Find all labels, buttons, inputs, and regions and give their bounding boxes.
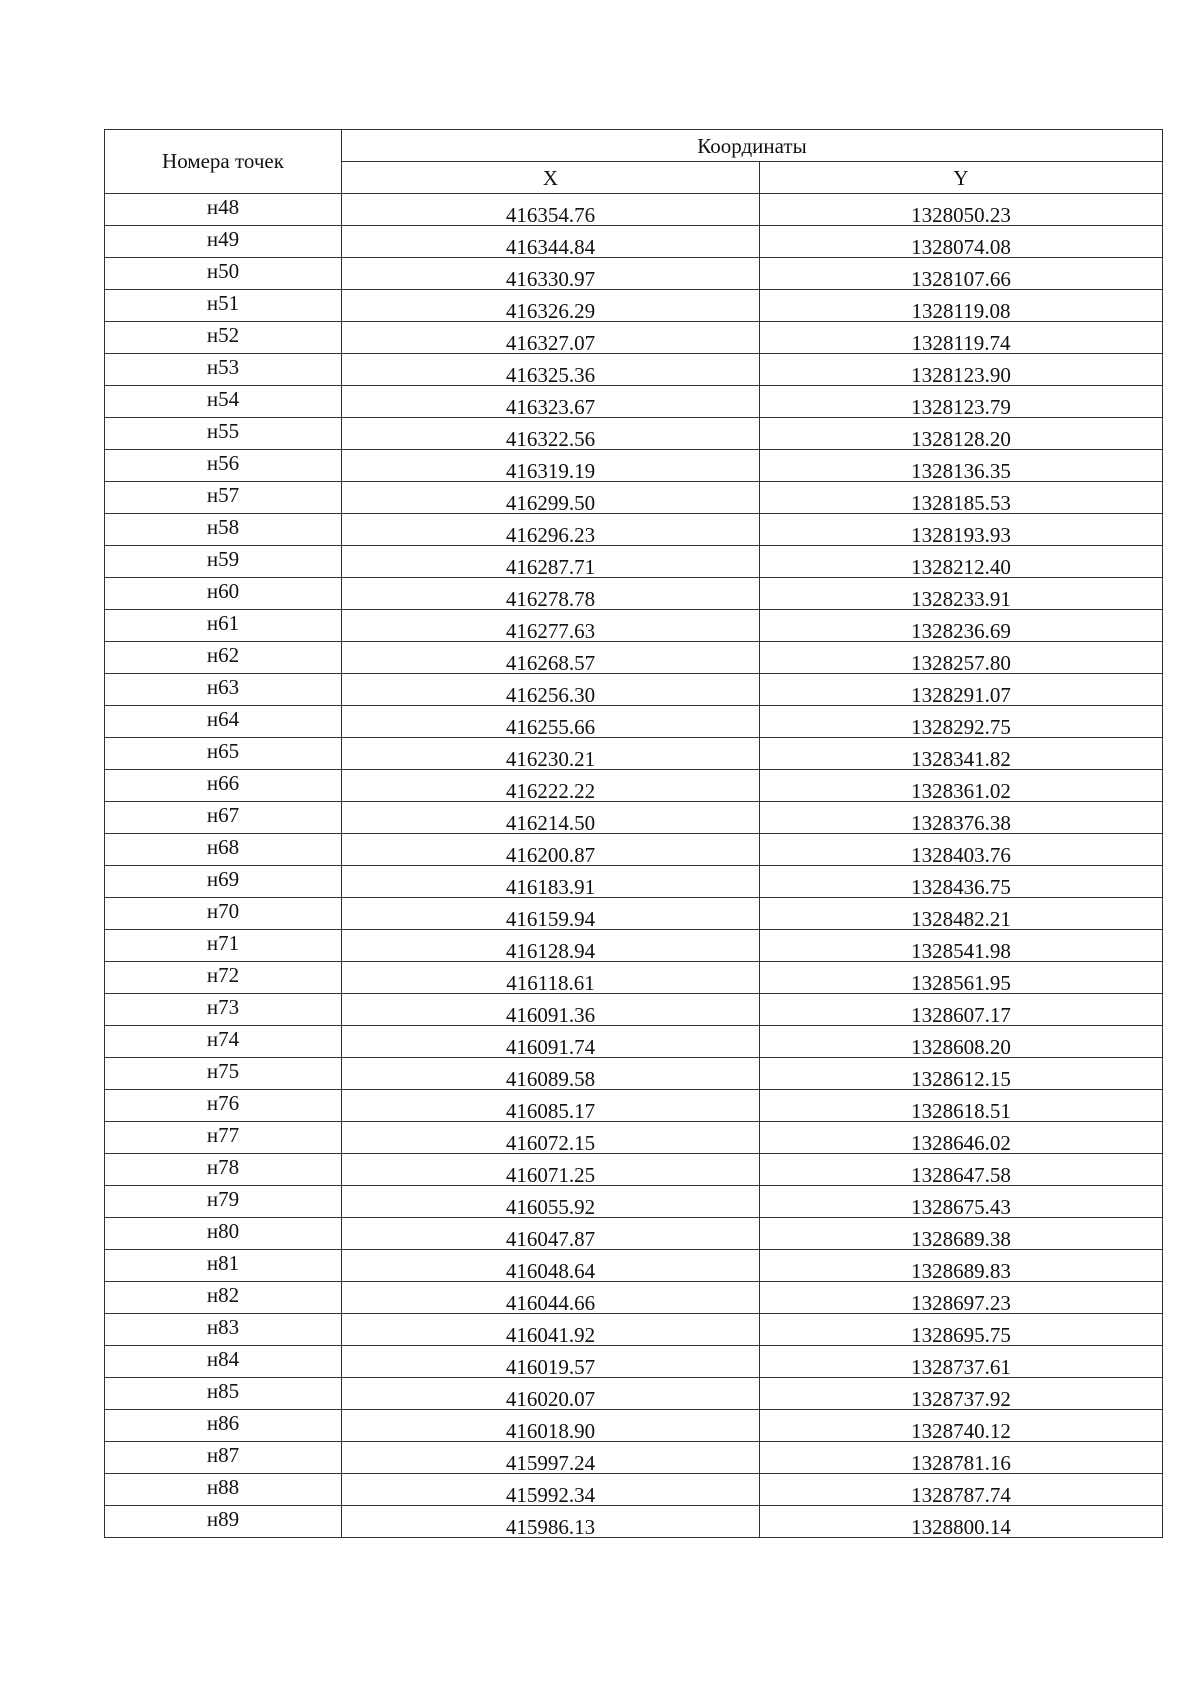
table-row (105, 834, 1163, 866)
table-row (105, 514, 1163, 546)
x-coordinate-cell: 416055.92 (342, 1186, 760, 1218)
y-coordinate-cell: 1328257.80 (760, 642, 1163, 674)
x-coordinate-cell: 416277.63 (342, 610, 760, 642)
x-coordinate-cell: 416319.19 (342, 450, 760, 482)
y-coordinate-cell: 1328561.95 (760, 962, 1163, 994)
x-coordinate-cell: 415997.24 (342, 1442, 760, 1474)
point-number-cell: н82 (105, 1282, 342, 1314)
x-coordinate-cell: 416048.64 (342, 1250, 760, 1282)
x-coordinate-cell: 416354.76 (342, 194, 760, 226)
point-number-cell: н80 (105, 1218, 342, 1250)
point-number-cell: н72 (105, 962, 342, 994)
x-coordinate-cell: 416327.07 (342, 322, 760, 354)
y-coordinate-cell: 1328436.75 (760, 866, 1163, 898)
point-number-cell: н67 (105, 802, 342, 834)
x-coordinate-cell: 416128.94 (342, 930, 760, 962)
y-coordinate-cell: 1328361.02 (760, 770, 1163, 802)
table-row (105, 1250, 1163, 1282)
point-number-cell: н65 (105, 738, 342, 770)
y-coordinate-cell: 1328292.75 (760, 706, 1163, 738)
y-coordinate-cell: 1328689.83 (760, 1250, 1163, 1282)
table-row (105, 994, 1163, 1026)
y-coordinate-cell: 1328737.61 (760, 1346, 1163, 1378)
point-number-cell: н89 (105, 1506, 342, 1538)
point-number-cell: н74 (105, 1026, 342, 1058)
table-row (105, 450, 1163, 482)
point-number-cell: н66 (105, 770, 342, 802)
x-coordinate-cell: 416091.36 (342, 994, 760, 1026)
x-coordinate-cell: 416091.74 (342, 1026, 760, 1058)
y-coordinate-cell: 1328618.51 (760, 1090, 1163, 1122)
x-coordinate-cell: 416019.57 (342, 1346, 760, 1378)
table-row (105, 1218, 1163, 1250)
table-row (105, 802, 1163, 834)
point-number-cell: н61 (105, 610, 342, 642)
table-row (105, 1282, 1163, 1314)
table-row (105, 1378, 1163, 1410)
x-coordinate-cell: 416200.87 (342, 834, 760, 866)
point-number-cell: н54 (105, 386, 342, 418)
x-coordinate-cell: 415992.34 (342, 1474, 760, 1506)
y-coordinate-cell: 1328376.38 (760, 802, 1163, 834)
x-coordinate-cell: 415986.13 (342, 1506, 760, 1538)
table-row (105, 962, 1163, 994)
x-coordinate-cell: 416018.90 (342, 1410, 760, 1442)
table-row (105, 386, 1163, 418)
point-number-cell: н76 (105, 1090, 342, 1122)
y-coordinate-cell: 1328737.92 (760, 1378, 1163, 1410)
table-body (105, 194, 1163, 1538)
table-row (105, 354, 1163, 386)
x-coordinate-cell: 416344.84 (342, 226, 760, 258)
x-coordinate-cell: 416089.58 (342, 1058, 760, 1090)
x-coordinate-cell: 416214.50 (342, 802, 760, 834)
table-row (105, 610, 1163, 642)
point-number-cell: н69 (105, 866, 342, 898)
point-number-cell: н57 (105, 482, 342, 514)
point-number-cell: н55 (105, 418, 342, 450)
x-coordinate-cell: 416278.78 (342, 578, 760, 610)
y-coordinate-cell: 1328233.91 (760, 578, 1163, 610)
table-row (105, 1474, 1163, 1506)
x-column-header: X (342, 162, 760, 194)
table-row (105, 1090, 1163, 1122)
x-coordinate-cell: 416330.97 (342, 258, 760, 290)
y-coordinate-cell: 1328646.02 (760, 1122, 1163, 1154)
table-row (105, 546, 1163, 578)
y-coordinate-cell: 1328050.23 (760, 194, 1163, 226)
y-coordinate-cell: 1328612.15 (760, 1058, 1163, 1090)
table-row (105, 738, 1163, 770)
y-coordinate-cell: 1328119.08 (760, 290, 1163, 322)
table-row (105, 770, 1163, 802)
table-row (105, 706, 1163, 738)
point-number-cell: н48 (105, 194, 342, 226)
point-number-cell: н50 (105, 258, 342, 290)
y-coordinate-cell: 1328074.08 (760, 226, 1163, 258)
table-row (105, 1186, 1163, 1218)
point-number-cell: н85 (105, 1378, 342, 1410)
x-coordinate-cell: 416020.07 (342, 1378, 760, 1410)
point-number-cell: н79 (105, 1186, 342, 1218)
table-row (105, 930, 1163, 962)
x-coordinate-cell: 416230.21 (342, 738, 760, 770)
y-coordinate-cell: 1328787.74 (760, 1474, 1163, 1506)
table-row (105, 1506, 1163, 1538)
point-number-cell: н87 (105, 1442, 342, 1474)
point-number-cell: н49 (105, 226, 342, 258)
table-row (105, 674, 1163, 706)
table-row (105, 1442, 1163, 1474)
x-coordinate-cell: 416322.56 (342, 418, 760, 450)
point-number-cell: н52 (105, 322, 342, 354)
point-number-cell: н68 (105, 834, 342, 866)
table-row (105, 418, 1163, 450)
y-coordinate-cell: 1328185.53 (760, 482, 1163, 514)
point-number-cell: н56 (105, 450, 342, 482)
x-coordinate-cell: 416256.30 (342, 674, 760, 706)
y-coordinate-cell: 1328800.14 (760, 1506, 1163, 1538)
y-coordinate-cell: 1328608.20 (760, 1026, 1163, 1058)
x-coordinate-cell: 416268.57 (342, 642, 760, 674)
y-coordinate-cell: 1328695.75 (760, 1314, 1163, 1346)
x-coordinate-cell: 416325.36 (342, 354, 760, 386)
table-row (105, 578, 1163, 610)
y-coordinate-cell: 1328236.69 (760, 610, 1163, 642)
x-coordinate-cell: 416323.67 (342, 386, 760, 418)
x-coordinate-cell: 416299.50 (342, 482, 760, 514)
point-number-cell: н78 (105, 1154, 342, 1186)
x-coordinate-cell: 416159.94 (342, 898, 760, 930)
coordinates-table (104, 129, 1163, 1538)
point-number-cell: н59 (105, 546, 342, 578)
table-row (105, 194, 1163, 226)
y-coordinate-cell: 1328128.20 (760, 418, 1163, 450)
table-row (105, 226, 1163, 258)
point-number-cell: н83 (105, 1314, 342, 1346)
table-header (105, 130, 1163, 194)
y-coordinate-cell: 1328107.66 (760, 258, 1163, 290)
y-coordinate-cell: 1328740.12 (760, 1410, 1163, 1442)
table-row (105, 1346, 1163, 1378)
document-page (104, 129, 1162, 1538)
table-row (105, 1122, 1163, 1154)
y-coordinate-cell: 1328697.23 (760, 1282, 1163, 1314)
point-number-cell: н64 (105, 706, 342, 738)
x-coordinate-cell: 416071.25 (342, 1154, 760, 1186)
y-coordinate-cell: 1328136.35 (760, 450, 1163, 482)
x-coordinate-cell: 416255.66 (342, 706, 760, 738)
table-row (105, 1058, 1163, 1090)
coordinates-header: Координаты (342, 130, 1163, 162)
x-coordinate-cell: 416047.87 (342, 1218, 760, 1250)
x-coordinate-cell: 416287.71 (342, 546, 760, 578)
x-coordinate-cell: 416041.92 (342, 1314, 760, 1346)
table-row (105, 1026, 1163, 1058)
point-number-cell: н77 (105, 1122, 342, 1154)
y-coordinate-cell: 1328123.90 (760, 354, 1163, 386)
y-coordinate-cell: 1328291.07 (760, 674, 1163, 706)
point-number-cell: н71 (105, 930, 342, 962)
point-number-cell: н75 (105, 1058, 342, 1090)
table-row (105, 258, 1163, 290)
y-coordinate-cell: 1328193.93 (760, 514, 1163, 546)
table-row (105, 290, 1163, 322)
point-number-cell: н60 (105, 578, 342, 610)
y-coordinate-cell: 1328689.38 (760, 1218, 1163, 1250)
y-coordinate-cell: 1328675.43 (760, 1186, 1163, 1218)
point-number-cell: н86 (105, 1410, 342, 1442)
x-coordinate-cell: 416118.61 (342, 962, 760, 994)
table-row (105, 642, 1163, 674)
point-number-cell: н58 (105, 514, 342, 546)
table-row (105, 1314, 1163, 1346)
x-coordinate-cell: 416044.66 (342, 1282, 760, 1314)
table-row (105, 866, 1163, 898)
point-number-cell: н73 (105, 994, 342, 1026)
point-number-cell: н53 (105, 354, 342, 386)
x-coordinate-cell: 416072.15 (342, 1122, 760, 1154)
x-coordinate-cell: 416326.29 (342, 290, 760, 322)
y-coordinate-cell: 1328781.16 (760, 1442, 1163, 1474)
y-column-header: Y (760, 162, 1163, 194)
y-coordinate-cell: 1328212.40 (760, 546, 1163, 578)
table-row (105, 1154, 1163, 1186)
table-row (105, 898, 1163, 930)
y-coordinate-cell: 1328607.17 (760, 994, 1163, 1026)
point-number-cell: н81 (105, 1250, 342, 1282)
y-coordinate-cell: 1328482.21 (760, 898, 1163, 930)
point-number-header: Номера точек (105, 130, 342, 194)
point-number-cell: н88 (105, 1474, 342, 1506)
point-number-cell: н84 (105, 1346, 342, 1378)
point-number-cell: н63 (105, 674, 342, 706)
y-coordinate-cell: 1328541.98 (760, 930, 1163, 962)
y-coordinate-cell: 1328647.58 (760, 1154, 1163, 1186)
point-number-cell: н51 (105, 290, 342, 322)
point-number-cell: н70 (105, 898, 342, 930)
table-row (105, 1410, 1163, 1442)
y-coordinate-cell: 1328341.82 (760, 738, 1163, 770)
y-coordinate-cell: 1328403.76 (760, 834, 1163, 866)
y-coordinate-cell: 1328119.74 (760, 322, 1163, 354)
header-row-top (105, 130, 1163, 162)
x-coordinate-cell: 416222.22 (342, 770, 760, 802)
x-coordinate-cell: 416085.17 (342, 1090, 760, 1122)
table-row (105, 322, 1163, 354)
table-row (105, 482, 1163, 514)
point-number-cell: н62 (105, 642, 342, 674)
x-coordinate-cell: 416296.23 (342, 514, 760, 546)
x-coordinate-cell: 416183.91 (342, 866, 760, 898)
y-coordinate-cell: 1328123.79 (760, 386, 1163, 418)
